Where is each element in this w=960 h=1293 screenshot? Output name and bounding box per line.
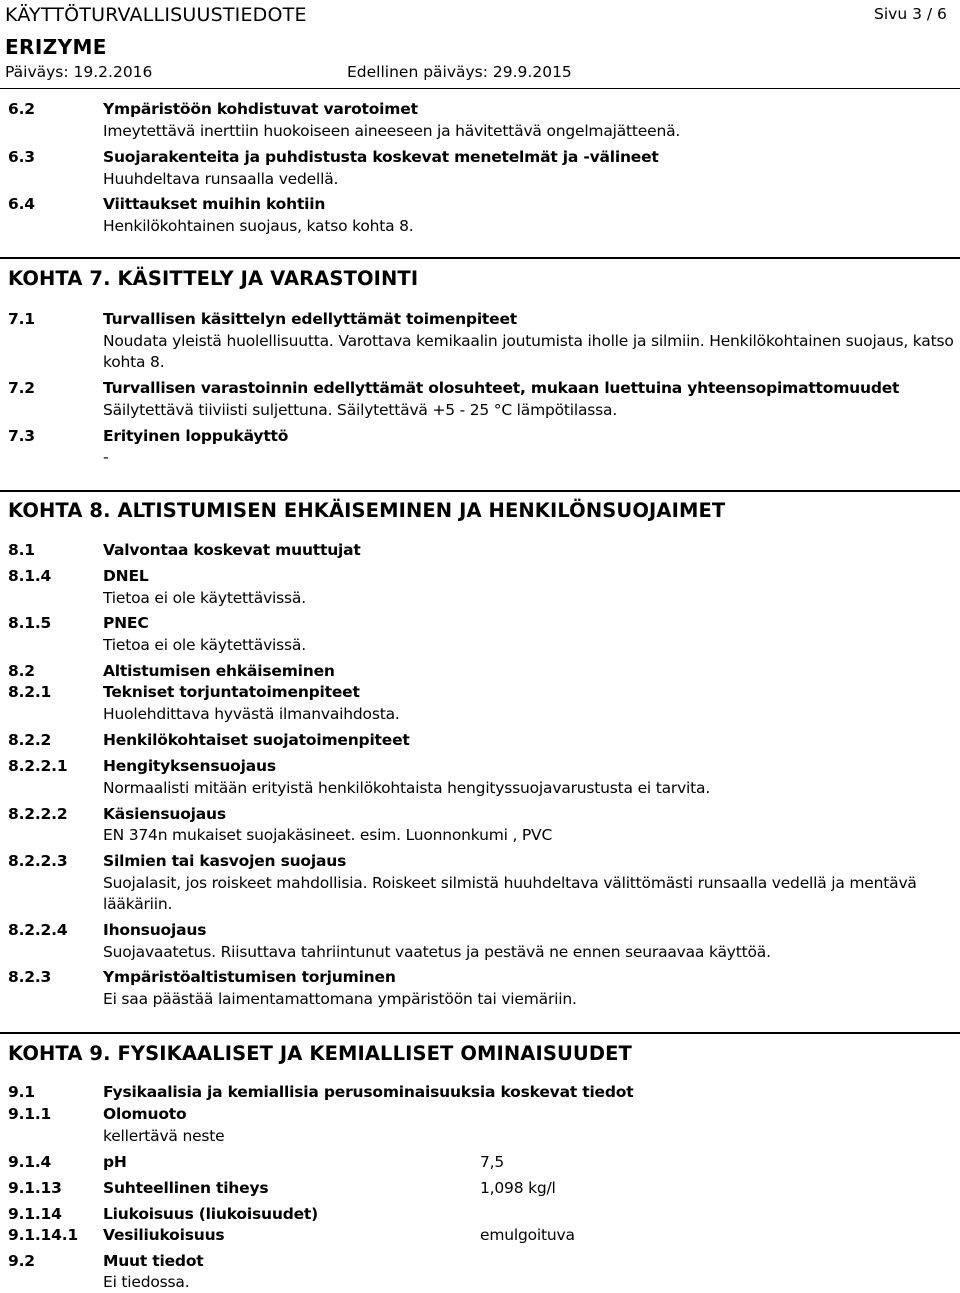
item-title: Fysikaalisia ja kemiallisia perusominaisuuksia koskevat tiedot [103,1083,634,1101]
item-number: 6.3 [8,148,35,166]
item-text: EN 374n mukaiset suojakäsineet. esim. Luonnonkumi , PVC [103,826,553,844]
item-title: Hengityksensuojaus [103,757,276,775]
item-number: 7.2 [8,379,35,397]
item-title: Erityinen loppukäyttö [103,427,289,445]
item-title: Altistumisen ehkäiseminen [103,662,335,680]
item-number: 7.1 [8,310,35,328]
section-7-heading: KOHTA 7. KÄSITTELY JA VARASTOINTI [8,267,419,290]
property-value: emulgoituva [480,1226,575,1244]
item-text: Huuhdeltava runsaalla vedellä. [103,170,339,188]
header-divider [0,88,960,89]
section-8-heading: KOHTA 8. ALTISTUMISEN EHKÄISEMINEN JA HENKILÖNSUOJAIMET [8,499,726,522]
item-title: Ympäristöön kohdistuvat varotoimet [103,100,418,118]
item-text: Suojavaatetus. Riisuttava tahriintunut vaatetus ja pestävä ne ennen seuraavaa käyttöä. [103,943,771,961]
item-number: 6.4 [8,195,35,213]
issue-date: Päiväys: 19.2.2016 [5,63,153,81]
item-number: 8.2.3 [8,968,52,986]
item-number: 9.1.4 [8,1153,52,1171]
item-number: 8.2 [8,662,35,680]
item-title: Olomuoto [103,1105,187,1123]
item-number: 9.2 [8,1252,35,1270]
item-text: Noudata yleistä huolellisuutta. Varottava kemikaalin joutumista iholle ja silmiin. Henkilökohtainen suojaus, katso [103,332,954,350]
property-value: 7,5 [480,1153,505,1171]
item-number: 9.1.13 [8,1179,62,1197]
item-text: Säilytettävä tiiviisti suljettuna. Säilytettävä +5 - 25 °C lämpötilassa. [103,401,618,419]
item-number: 9.1.14 [8,1205,62,1223]
item-text: Henkilökohtainen suojaus, katso kohta 8. [103,217,414,235]
item-number: 8.2.2.1 [8,757,68,775]
item-number: 8.2.2.2 [8,805,68,823]
item-title: Henkilökohtaiset suojatoimenpiteet [103,731,410,749]
item-title: PNEC [103,614,149,632]
item-number: 8.2.1 [8,683,52,701]
item-text: lääkäriin. [103,895,173,913]
item-number: 9.1.1 [8,1105,52,1123]
item-title: Silmien tai kasvojen suojaus [103,852,347,870]
item-number: 9.1.14.1 [8,1226,78,1244]
item-title: Liukoisuus (liukoisuudet) [103,1205,318,1223]
item-title: Suojarakenteita ja puhdistusta koskevat menetelmät ja -välineet [103,148,659,166]
item-number: 9.1 [8,1083,35,1101]
item-text: Ei saa päästää laimentamattomana ympäristöön tai viemäriin. [103,990,577,1008]
item-number: 8.1.5 [8,614,52,632]
item-title: Turvallisen varastoinnin edellyttämät olosuhteet, mukaan luettuina yhteensopimattomuudet [103,379,900,397]
item-number: 8.2.2.3 [8,852,68,870]
item-title: DNEL [103,567,149,585]
item-title: Suhteellinen tiheys [103,1179,269,1197]
item-number: 8.2.2 [8,731,52,749]
item-title: Ympäristöaltistumisen torjuminen [103,968,396,986]
item-text: Ei tiedossa. [103,1273,190,1291]
item-text: Tietoa ei ole käytettävissä. [103,589,306,607]
item-title: Vesiliukoisuus [103,1226,225,1244]
item-title: Valvontaa koskevat muuttujat [103,541,361,559]
item-title: Ihonsuojaus [103,921,207,939]
page-number: Sivu 3 / 6 [874,5,947,23]
item-number: 7.3 [8,427,35,445]
document-title: KÄYTTÖTURVALLISUUSTIEDOTE [5,4,307,26]
product-name: ERIZYME [5,35,107,59]
item-text: Imeytettävä inerttiin huokoiseen aineeseen ja hävitettävä ongelmajätteenä. [103,122,681,140]
item-number: 8.1 [8,541,35,559]
item-title: Käsiensuojaus [103,805,226,823]
item-text: kellertävä neste [103,1127,225,1145]
item-text: kohta 8. [103,353,165,371]
section-divider [0,257,960,259]
item-number: 8.2.2.4 [8,921,68,939]
item-text: - [103,448,109,466]
item-number: 8.1.4 [8,567,52,585]
item-title: Tekniset torjuntatoimenpiteet [103,683,360,701]
section-divider [0,490,960,492]
property-value: 1,098 kg/l [480,1179,556,1197]
item-title: Turvallisen käsittelyn edellyttämät toimenpiteet [103,310,517,328]
section-divider [0,1032,960,1034]
item-text: Huolehdittava hyvästä ilmanvaihdosta. [103,705,400,723]
item-title: Viittaukset muihin kohtiin [103,195,326,213]
previous-date: Edellinen päiväys: 29.9.2015 [347,63,572,81]
item-title: pH [103,1153,127,1171]
item-text: Normaalisti mitään erityistä henkilökohtaista hengityssuojavarustusta ei tarvita. [103,779,711,797]
item-text: Tietoa ei ole käytettävissä. [103,636,306,654]
item-number: 6.2 [8,100,35,118]
section-9-heading: KOHTA 9. FYSIKAALISET JA KEMIALLISET OMINAISUUDET [8,1042,632,1065]
item-title: Muut tiedot [103,1252,204,1270]
item-text: Suojalasit, jos roiskeet mahdollisia. Roiskeet silmistä huuhdeltava välittömästi runsaalla vedellä ja mentävä [103,874,917,892]
